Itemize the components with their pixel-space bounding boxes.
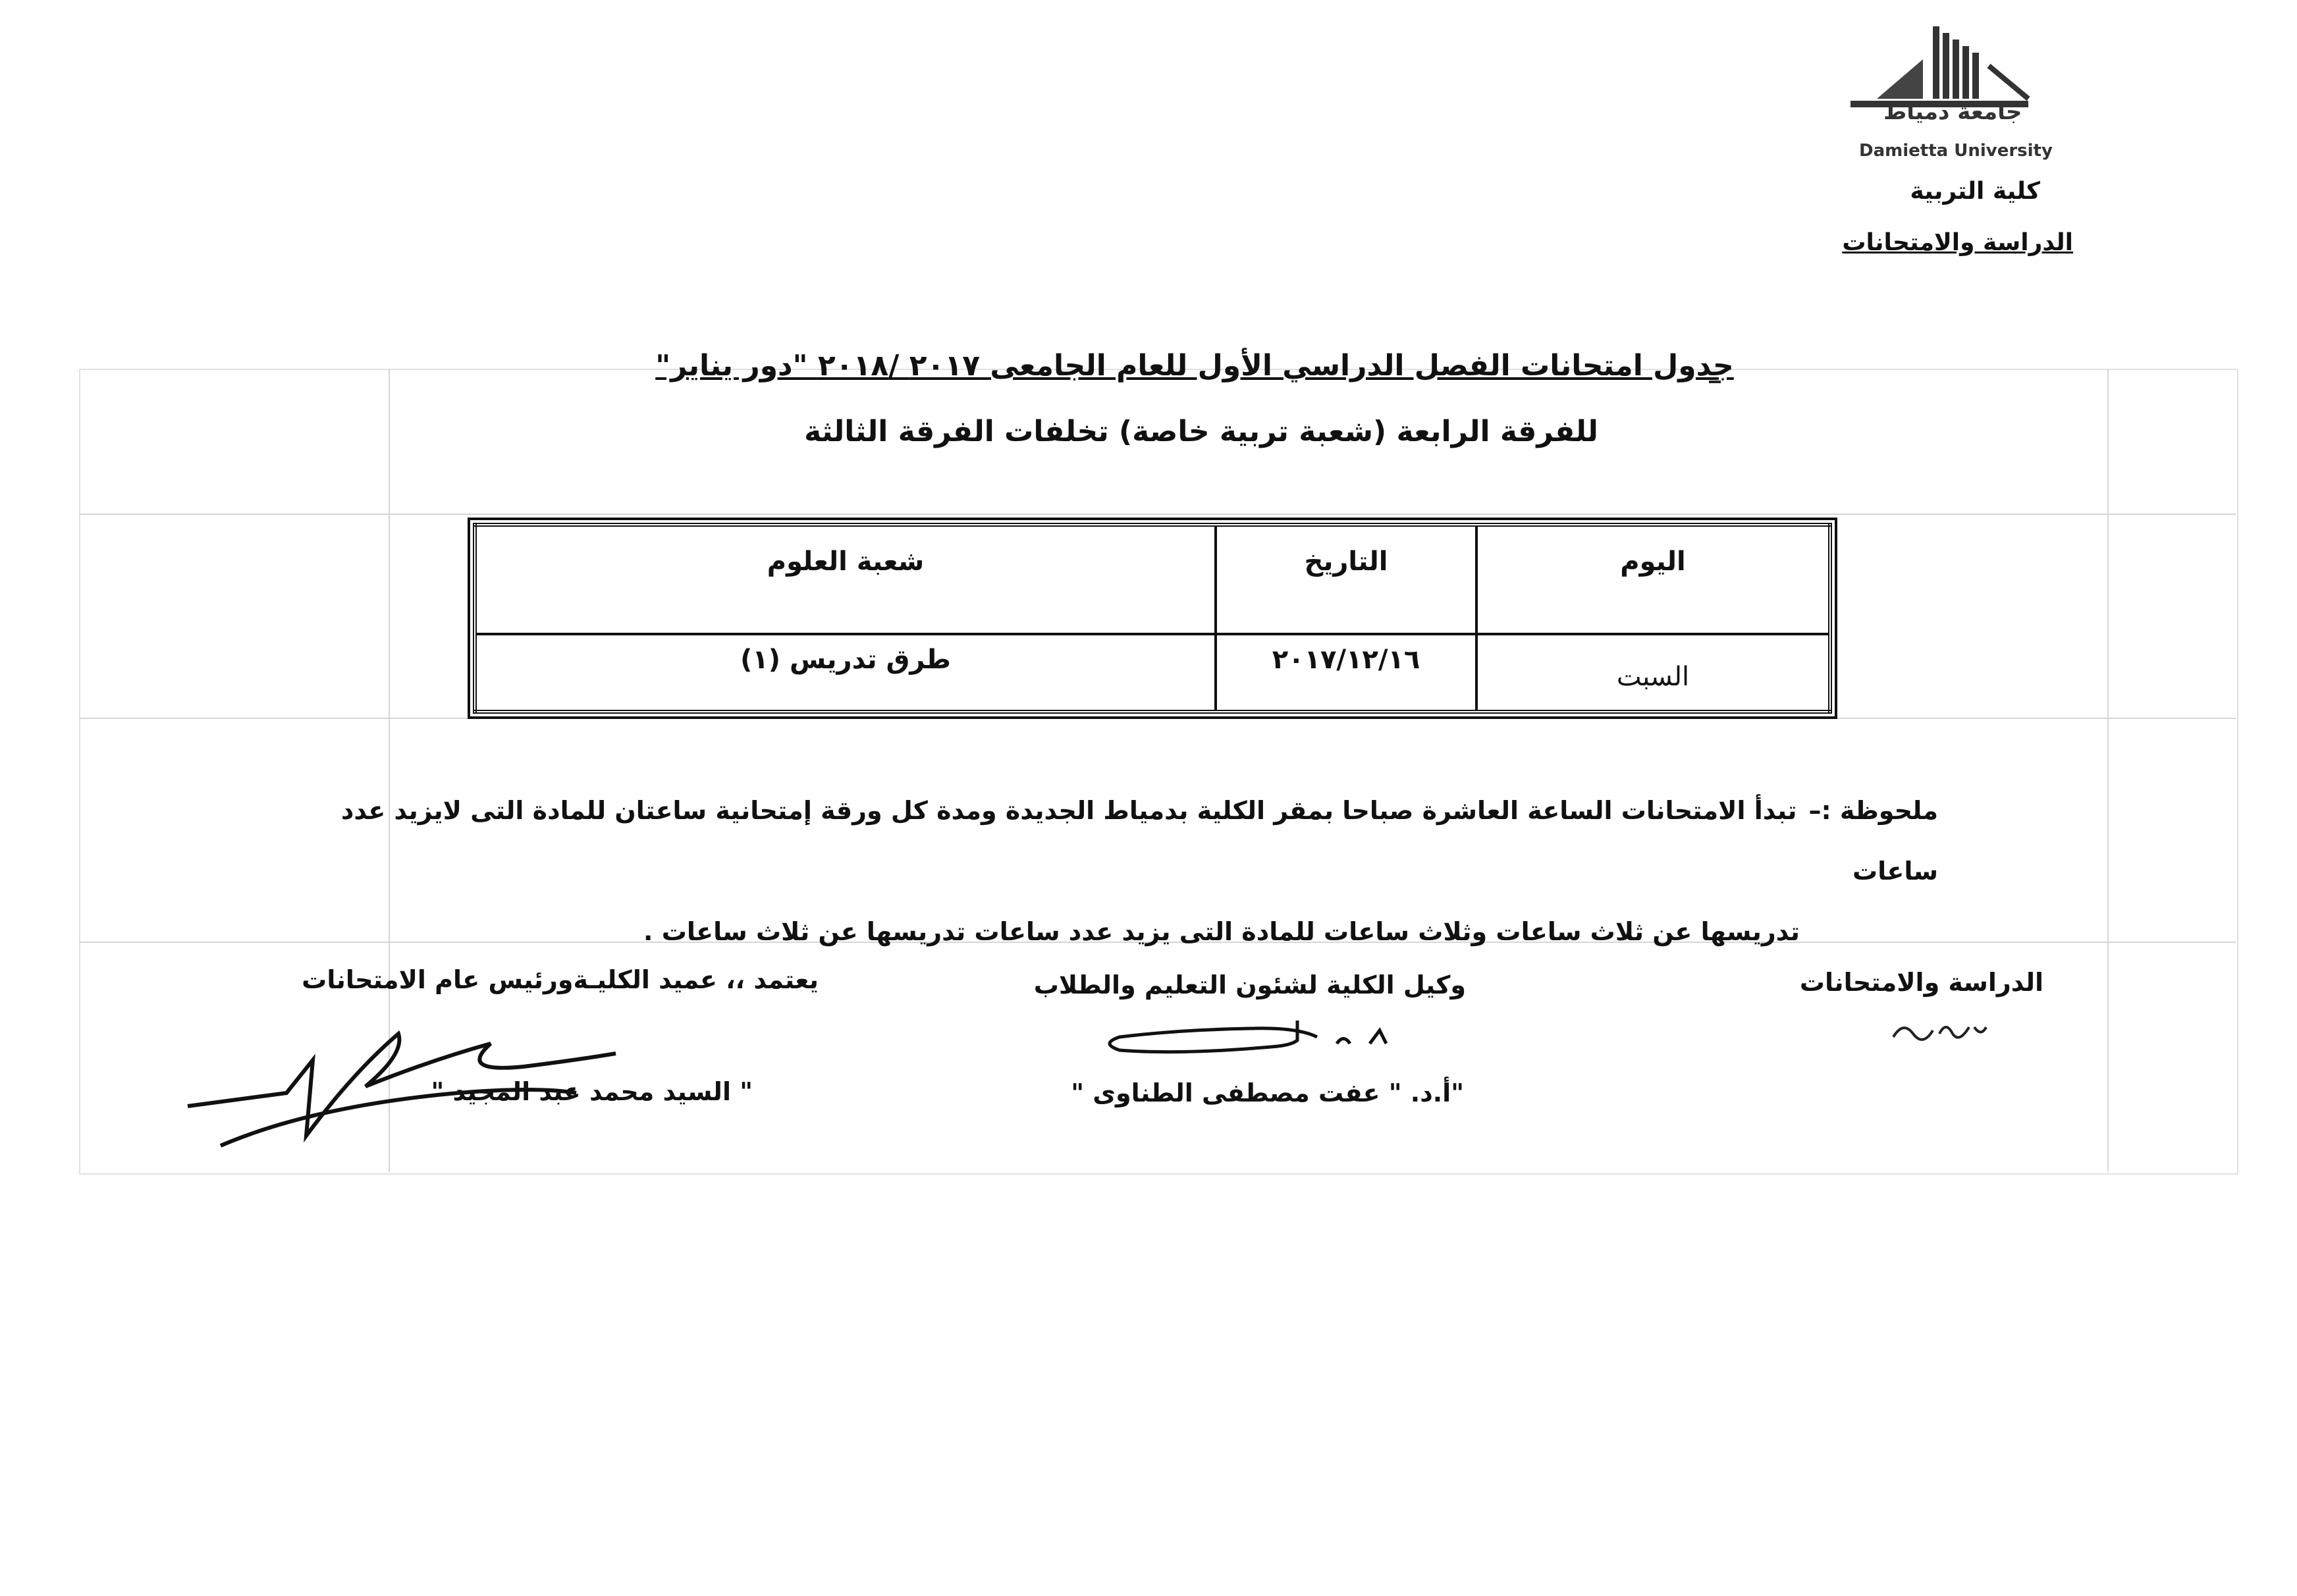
note-label: ملحوظة :– [1808,796,1938,825]
vice-dean-name: "أ.د. " عفت مصطفى الطناوى " [1071,1078,1464,1107]
header-day: اليوم [1476,525,1830,634]
exams-office-title: الدراسة والامتحانات [1799,968,2043,997]
table-header-row [475,525,1830,634]
note-line-1 [279,780,1938,901]
dean-signature [181,994,629,1152]
dean-title: يعتمد ،، عميد الكليـةورئيس عام الامتحانات [302,965,819,994]
schedule-subtitle: للفرقة الرابعة (شعبة تربية خاصة) تخلفات الفرقة الثالثة [804,415,1598,448]
note-text-2: تدريسها عن ثلاث ساعات وثلاث ساعات للمادة التى يزيد عدد ساعات تدريسها عن ثلاث ساعات . [643,917,1800,946]
note-block [279,780,1938,962]
bleed-through-line [79,514,2236,515]
table-row [475,634,1830,712]
schedule-title: جدول امتحانات الفصل الدراسي الأول للعام الجامعى ٢٠١٧ /٢٠١٨ "دور يناير" [655,349,1734,383]
exam-schedule-table [473,523,1832,714]
bleed-through-line [79,718,2236,719]
cell-date: ٢٠١٧/١٢/١٦ [1216,634,1476,712]
vice-dean-title: وكيل الكلية لشئون التعليم والطلاب [1033,971,1466,999]
bleed-through-vline [2107,369,2109,1172]
header-date: التاريخ [1216,525,1476,634]
cell-subject: طرق تدريس (١) [475,634,1216,712]
logo-arabic-text: جامعة دمياط [1883,99,2022,125]
dean-name: " السيد محمد عبد المجيد " [431,1077,753,1106]
note-text-1: تبدأ الامتحانات الساعة العاشرة صباحا بمقر الكلية بدمياط الجديدة ومدة كل ورقة إمتحانية ساعتان للمادة التى لايزيد عدد ساعات [340,796,1938,886]
exams-office-initials [1890,1014,1989,1047]
faculty-name: كلية التربية [1910,178,2040,205]
stray-dash [1709,381,1721,383]
vice-dean-signature [1100,1014,1429,1067]
logo-english-text: Damietta University [1859,141,2053,161]
cell-day: السبت [1476,634,1830,712]
department-name: الدراسة والامتحانات [1842,229,2073,256]
header-subject: شعبة العلوم [475,525,1216,634]
